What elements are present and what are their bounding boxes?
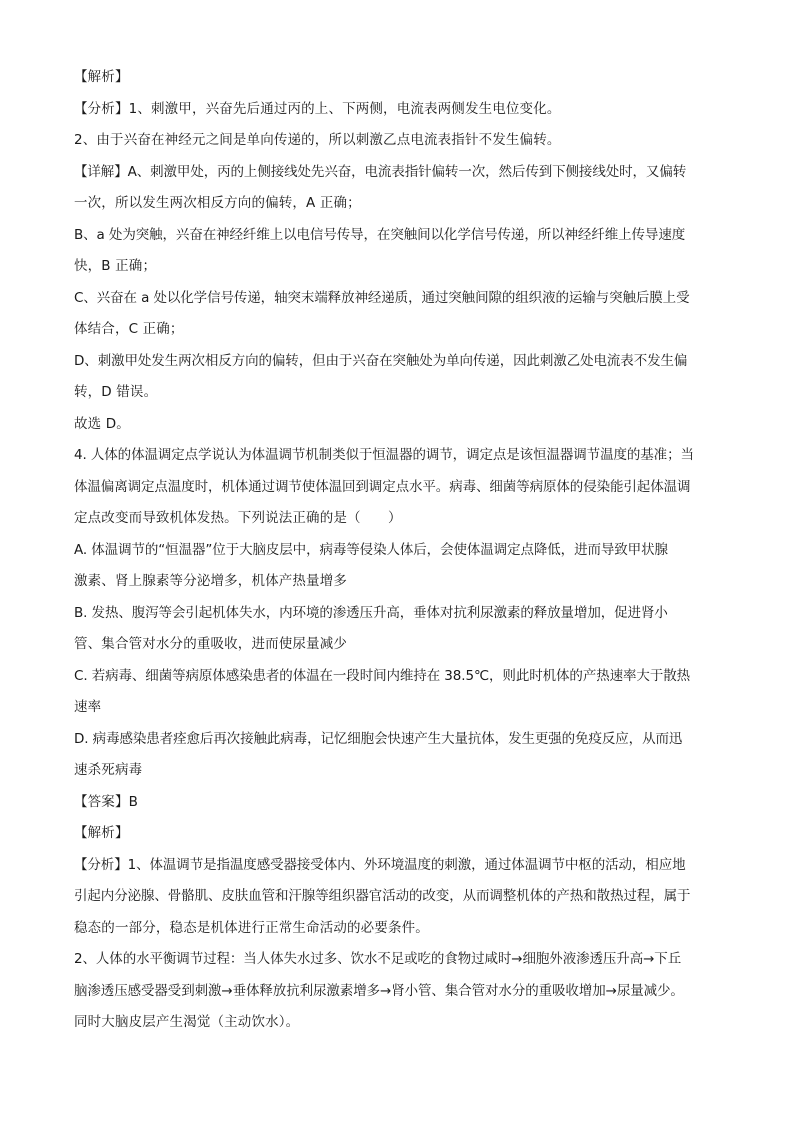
detail-line: 一次，所以发生两次相反方向的偏转，A 正确； [74,195,361,211]
question-stem-line: 4. 人体的体温调定点学说认为体温调节机制类似于恒温器的调节，调定点是该恒温器调节温度的基准；当 [74,447,694,463]
detail-line: 【详解】A、刺激甲处，丙的上侧接线处先兴奋，电流表指针偏转一次，然后传到下侧接线处时，又偏转 [74,163,687,180]
analysis-line: 【分析】1、体温调节是指温度感受器接受体内、外环境温度的刺激，通过体温调节中枢的活动，相应地 [74,856,686,873]
section-label-jiexi: 【解析】 [74,69,129,85]
document-page [74,62,726,1039]
analysis-line: 引起内分泌腺、骨骼肌、皮肤血管和汗腺等组织器官活动的改变，从而调整机体的产热和散热过程，属于 [74,888,691,904]
analysis-line: 2、由于兴奋在神经元之间是单向传递的，所以刺激乙点电流表指针不发生偏转。 [74,132,561,148]
option-a-line: 激素、肾上腺素等分泌增多，机体产热量增多 [74,573,347,589]
analysis-line: 稳态的一部分，稳态是机体进行正常生命活动的必要条件。 [74,919,429,936]
option-a-line: A. 体温调节的“恒温器”位于大脑皮层中，病毒等侵染人体后，会使体温调定点降低，进而导致甲状腺 [74,541,668,558]
option-d-line: D. 病毒感染患者痊愈后再次接触此病毒，记忆细胞会快速产生大量抗体，发生更强的免疫反应，从而迅 [74,730,683,747]
question-stem-line: 体温偏离调定点温度时，机体通过调节使体温回到调定点水平。病毒、细菌等病原体的侵染能引起体温调 [74,478,691,495]
analysis-line: 同时大脑皮层产生渴觉（主动饮水）。 [74,1014,300,1030]
option-c-line: 速率 [74,699,102,715]
section-label-jiexi: 【解析】 [74,825,129,841]
analysis-line: 2、人体的水平衡调节过程：当人体失水过多、饮水不足或吃的食物过咸时→细胞外液渗透压升高→下丘 [74,951,682,967]
question-stem-line: 定点改变而导致机体发热。下列说法正确的是（ ） [74,510,402,526]
option-b-line: 管、集合管对水分的重吸收，进而使尿量减少 [74,636,347,652]
analysis-line: 脑渗透压感受器受到刺激→垂体释放抗利尿激素增多→肾小管、集合管对水分的重吸收增加→尿量减少。 [74,982,684,999]
option-c-line: C. 若病毒、细菌等病原体感染患者的体温在一段时间内维持在 38.5℃，则此时机体的产热速率大于散热 [74,667,691,684]
option-d-line: 速杀死病毒 [74,762,143,778]
answer-label: 【答案】B [74,793,139,810]
detail-line: B、a 处为突触，兴奋在神经纤维上以电信号传导，在突触间以化学信号传递，所以神经纤维上传导速度 [74,226,686,243]
detail-line: 体结合，C 正确； [74,321,184,337]
detail-line: 转，D 错误。 [74,384,158,400]
option-b-line: B. 发热、腹泻等会引起机体失水，内环境的渗透压升高，垂体对抗利尿激素的释放量增加，促进肾小 [74,604,668,621]
answer-choice-line: 故选 D。 [74,415,130,432]
detail-line: D、刺激甲处发生两次相反方向的偏转，但由于兴奋在突触处为单向传递，因此刺激乙处电流表不发生偏 [74,352,688,369]
detail-line: C、兴奋在 a 处以化学信号传递，轴突末端释放神经递质，通过突触间隙的组织液的运输与突触后膜上受 [74,289,690,306]
detail-line: 快，B 正确； [74,258,157,274]
analysis-line: 【分析】1、刺激甲，兴奋先后通过丙的上、下两侧，电流表两侧发生电位变化。 [74,100,561,117]
